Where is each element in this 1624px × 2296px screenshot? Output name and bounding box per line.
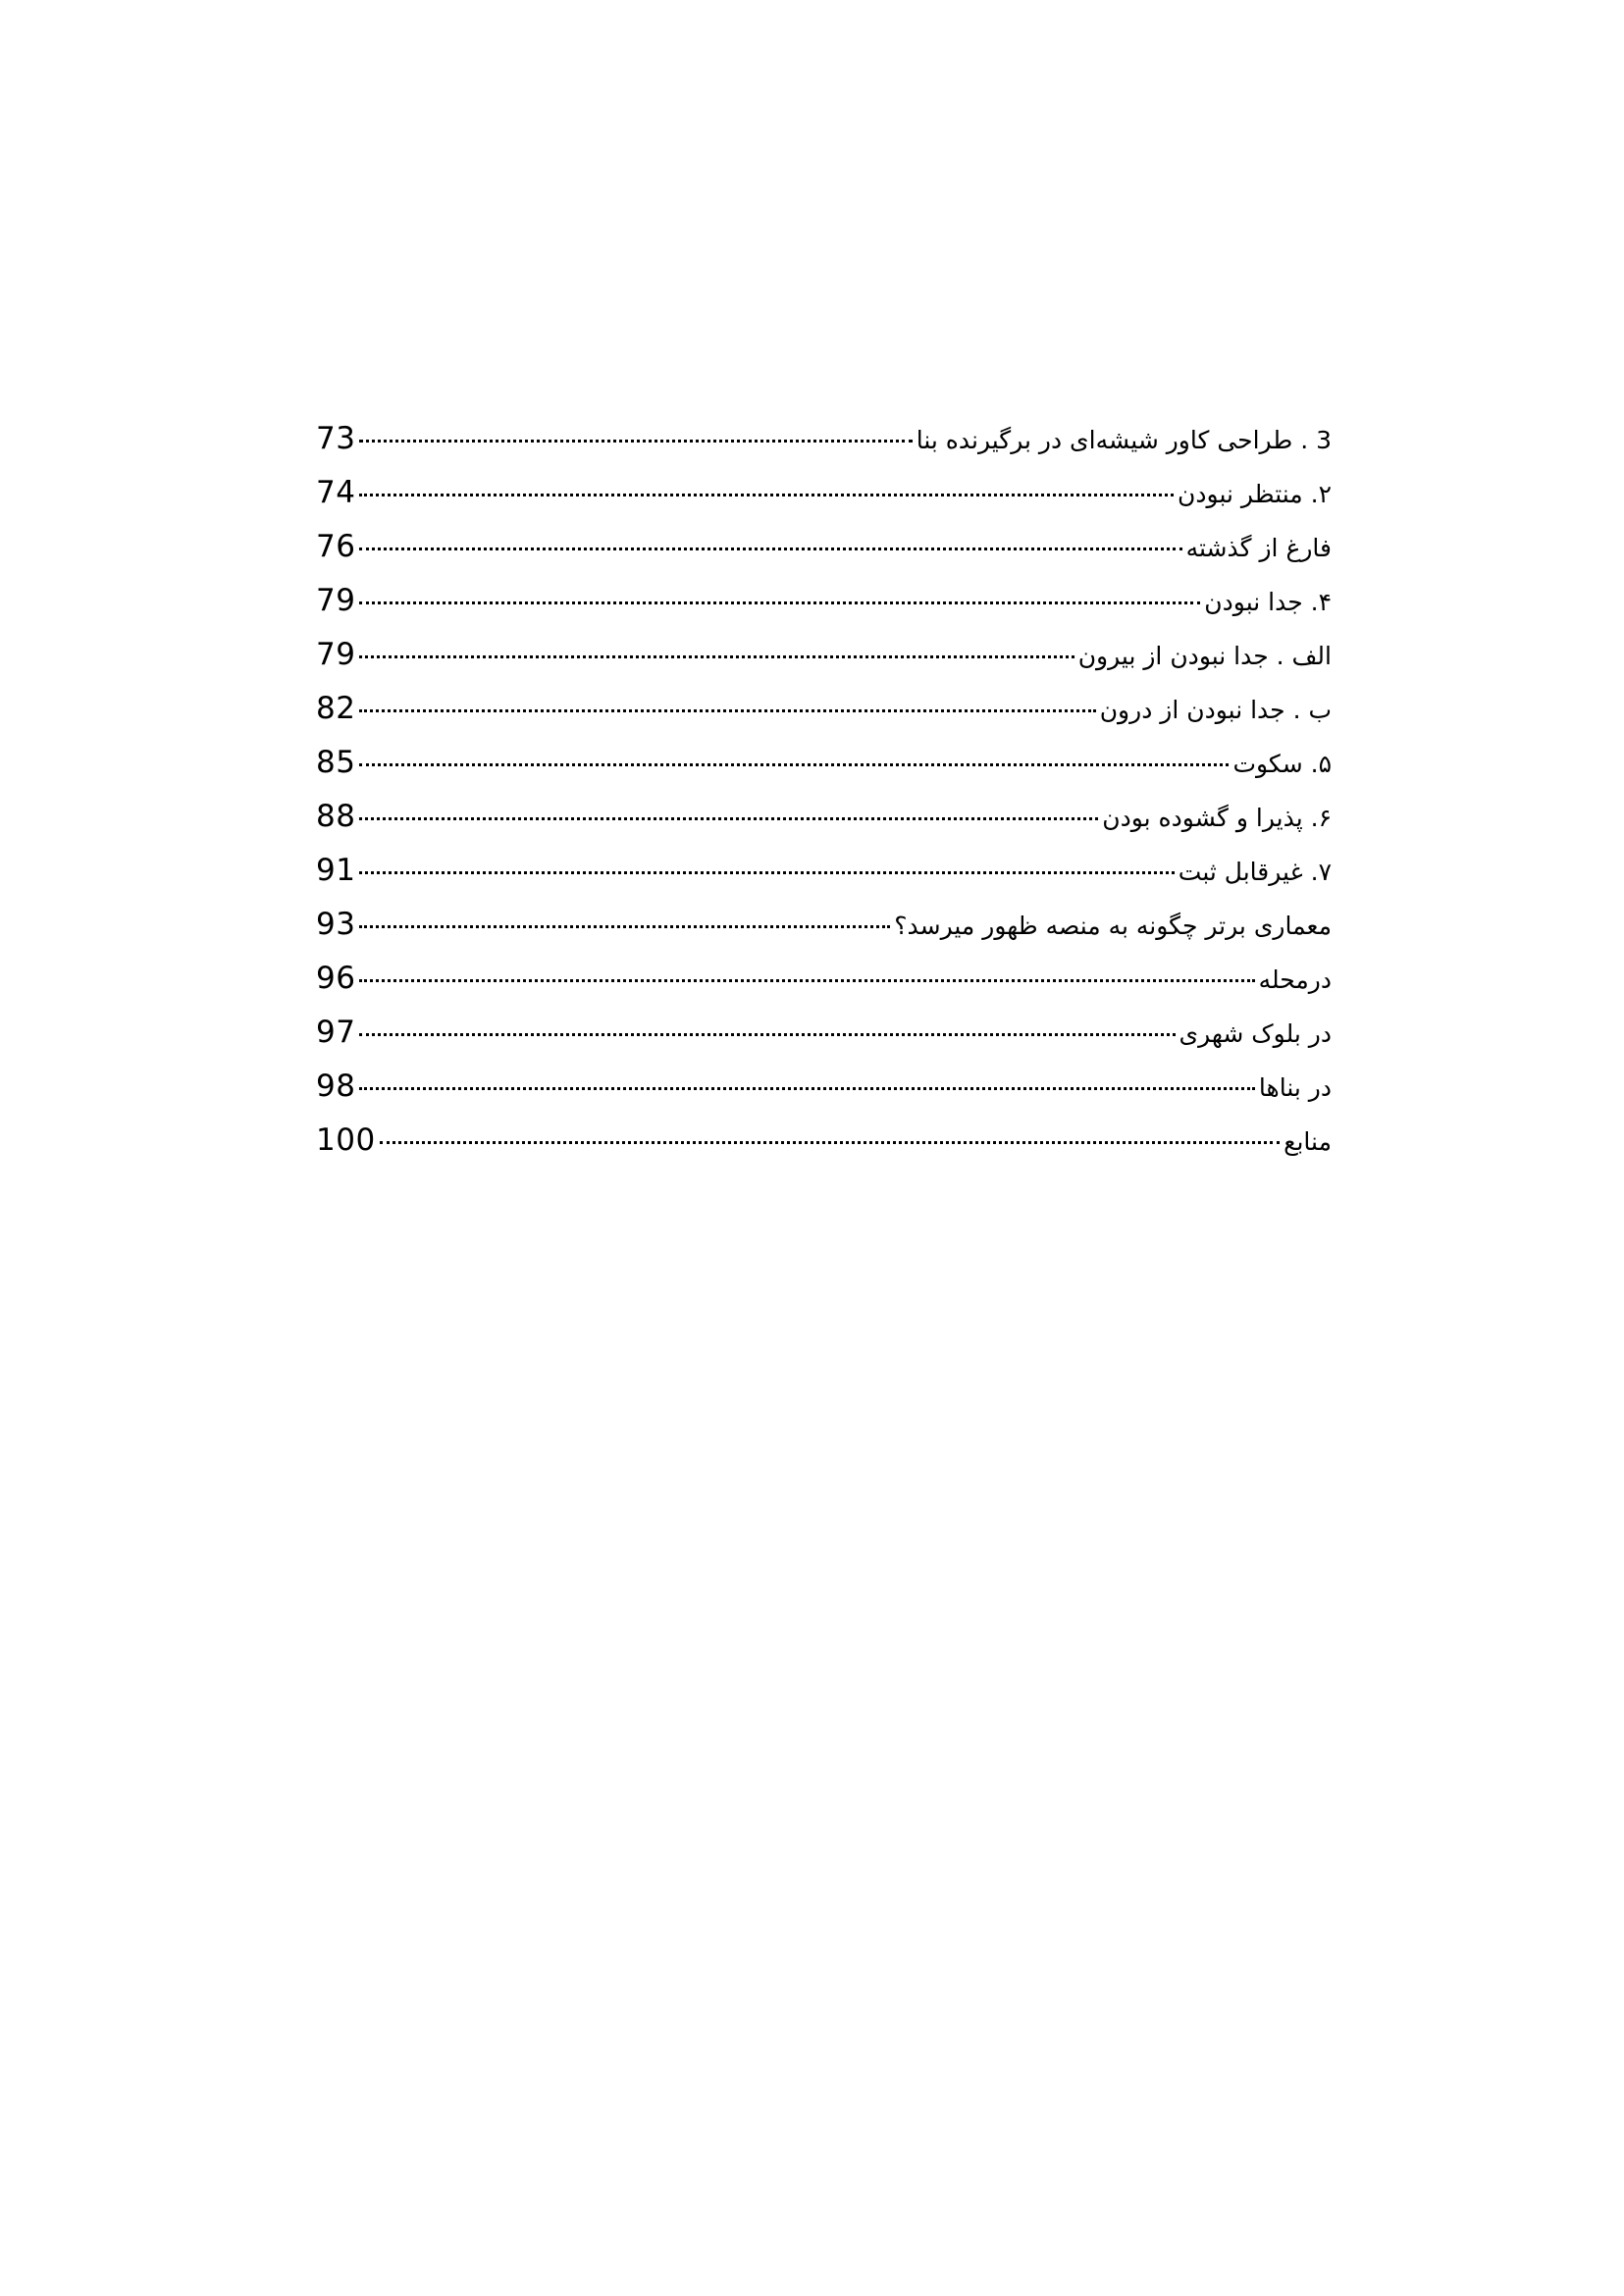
table-of-contents bbox=[316, 412, 1332, 1168]
toc-page-number: 88 bbox=[316, 799, 356, 834]
toc-page-number: 91 bbox=[316, 853, 356, 888]
toc-page-number: 85 bbox=[316, 745, 356, 780]
toc-entry bbox=[316, 520, 1332, 574]
toc-dot-leader bbox=[359, 979, 1254, 982]
toc-dot-leader bbox=[380, 1141, 1281, 1144]
toc-entry bbox=[316, 1060, 1332, 1114]
toc-title: درمحله bbox=[1258, 965, 1332, 994]
toc-entry bbox=[316, 790, 1332, 844]
toc-page-number: 82 bbox=[316, 691, 356, 726]
toc-title: 3 . طراحی کاور شیشه‌ای در برگیرنده بنا bbox=[916, 426, 1332, 454]
toc-title: ۵. سکوت bbox=[1232, 750, 1332, 778]
toc-entry bbox=[316, 736, 1332, 790]
toc-title: ۷. غیرقابل ثبت bbox=[1178, 858, 1332, 886]
toc-entry bbox=[316, 682, 1332, 736]
toc-entry bbox=[316, 466, 1332, 520]
toc-title: الف . جدا نبودن از بیرون bbox=[1077, 642, 1332, 670]
toc-page-number: 73 bbox=[316, 421, 356, 456]
toc-page-number: 100 bbox=[316, 1122, 376, 1158]
toc-entry bbox=[316, 1114, 1332, 1168]
toc-dot-leader bbox=[359, 709, 1095, 712]
toc-title: فارغ از گذشته bbox=[1185, 534, 1332, 562]
toc-entry bbox=[316, 628, 1332, 682]
toc-page-number: 98 bbox=[316, 1069, 356, 1104]
toc-page-number: 97 bbox=[316, 1015, 356, 1050]
toc-dot-leader bbox=[359, 601, 1200, 604]
toc-title: ۴. جدا نبودن bbox=[1204, 588, 1332, 616]
toc-dot-leader bbox=[359, 817, 1098, 820]
toc-entry bbox=[316, 1006, 1332, 1060]
toc-page-number: 79 bbox=[316, 637, 356, 672]
toc-page-number: 93 bbox=[316, 907, 356, 942]
toc-title: در بلوک شهری bbox=[1179, 1019, 1332, 1048]
toc-dot-leader bbox=[359, 925, 890, 928]
toc-title: منابع bbox=[1283, 1127, 1332, 1156]
toc-entry bbox=[316, 844, 1332, 898]
toc-dot-leader bbox=[359, 494, 1174, 496]
toc-dot-leader bbox=[359, 763, 1229, 766]
toc-dot-leader bbox=[359, 1087, 1254, 1090]
toc-entry bbox=[316, 412, 1332, 466]
toc-dot-leader bbox=[359, 440, 912, 443]
toc-entry bbox=[316, 952, 1332, 1006]
toc-page-number: 79 bbox=[316, 583, 356, 618]
toc-entry bbox=[316, 574, 1332, 628]
toc-page-number: 96 bbox=[316, 961, 356, 996]
toc-dot-leader bbox=[359, 655, 1074, 658]
toc-dot-leader bbox=[359, 871, 1174, 874]
toc-title: معماری برتر چگونه به منصه ظهور میرسد؟ bbox=[894, 912, 1332, 940]
toc-page-number: 76 bbox=[316, 529, 356, 564]
toc-entry bbox=[316, 898, 1332, 952]
toc-dot-leader bbox=[359, 548, 1181, 550]
toc-page-number: 74 bbox=[316, 475, 356, 510]
toc-title: ۶. پذیرا و گشوده بودن bbox=[1102, 804, 1332, 832]
toc-dot-leader bbox=[359, 1033, 1175, 1036]
toc-title: ب . جدا نبودن از درون bbox=[1099, 696, 1332, 724]
toc-title: ۲. منتظر نبودن bbox=[1178, 480, 1332, 508]
toc-title: در بناها bbox=[1258, 1073, 1332, 1102]
